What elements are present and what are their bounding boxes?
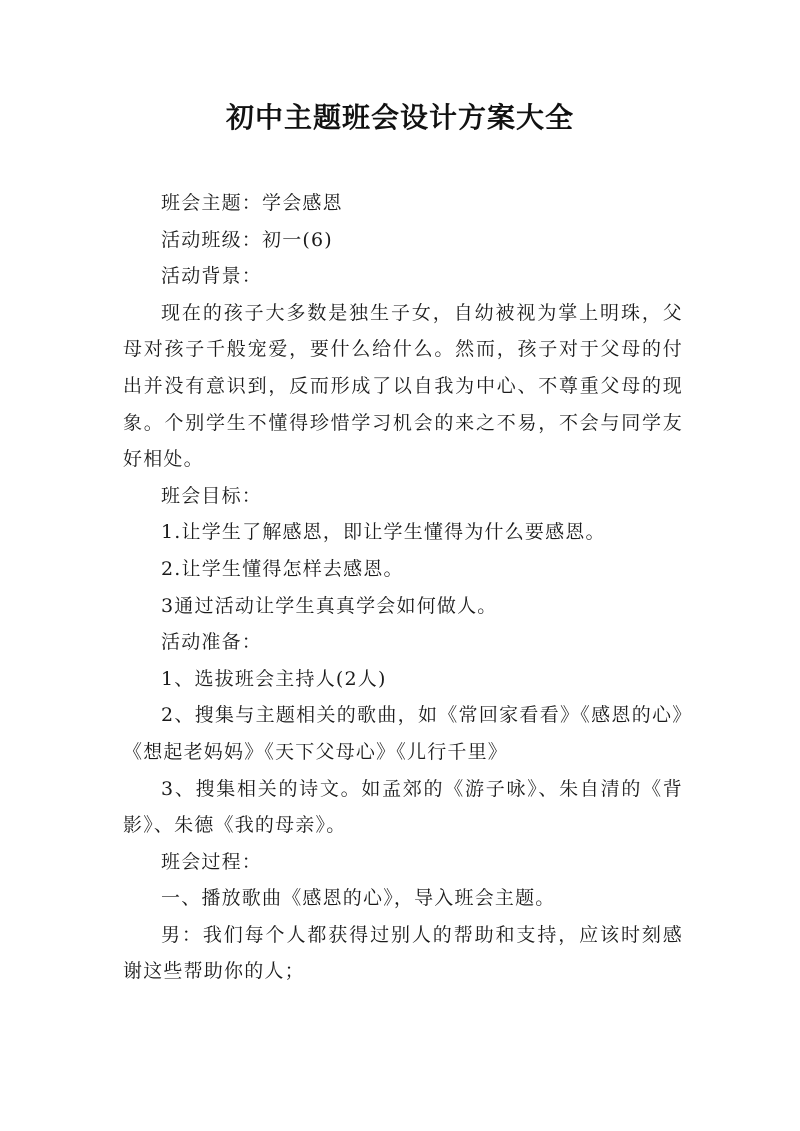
paragraph-preparation-2: 2、搜集与主题相关的歌曲，如《常回家看看》《感恩的心》《想起老妈妈》《天下父母心》《儿行千里》: [123, 704, 683, 763]
paragraph-process-heading: 班会过程：: [161, 850, 263, 873]
paragraph-goals-heading: 班会目标：: [161, 484, 263, 507]
paragraph-background-text: 现在的孩子大多数是独生子女，自幼被视为掌上明珠，父母对孩子千般宠爱，要什么给什么。然而，孩子对于父母的付出并没有意识到，反而形成了以自我为中心、不尊重父母的现象。个别学生不懂得珍惜学习机会的来之不易，不会与同学友好相处。: [123, 301, 683, 471]
paragraph-preparation-heading: 活动准备：: [161, 631, 263, 654]
paragraph-goal-3: 3通过活动让学生真真学会如何做人。: [161, 594, 498, 617]
paragraph-preparation-3: 3、搜集相关的诗文。如孟郊的《游子咏》、朱自清的《背影》、朱德《我的母亲》。: [123, 777, 683, 837]
document-title: 初中主题班会设计方案大全: [225, 101, 574, 134]
paragraph-class-theme: 班会主题：学会感恩: [161, 192, 343, 214]
paragraph-male-host-line: 男：我们每个人都获得过别人的帮助和支持，应该时刻感谢这些帮助你的人；: [123, 923, 683, 983]
paragraph-goal-2: 2.让学生懂得怎样去感恩。: [161, 557, 404, 580]
paragraph-process-step-1: 一、播放歌曲《感恩的心》，导入班会主题。: [161, 887, 556, 910]
paragraph-background-heading: 活动背景：: [161, 265, 263, 288]
paragraph-class-group: 活动班级：初一(6): [161, 228, 333, 251]
paragraph-preparation-1: 1、选拔班会主持人(2人): [161, 667, 387, 690]
paragraph-goal-1: 1.让学生了解感恩，即让学生懂得为什么要感恩。: [161, 521, 606, 544]
document-body: [123, 185, 683, 990]
